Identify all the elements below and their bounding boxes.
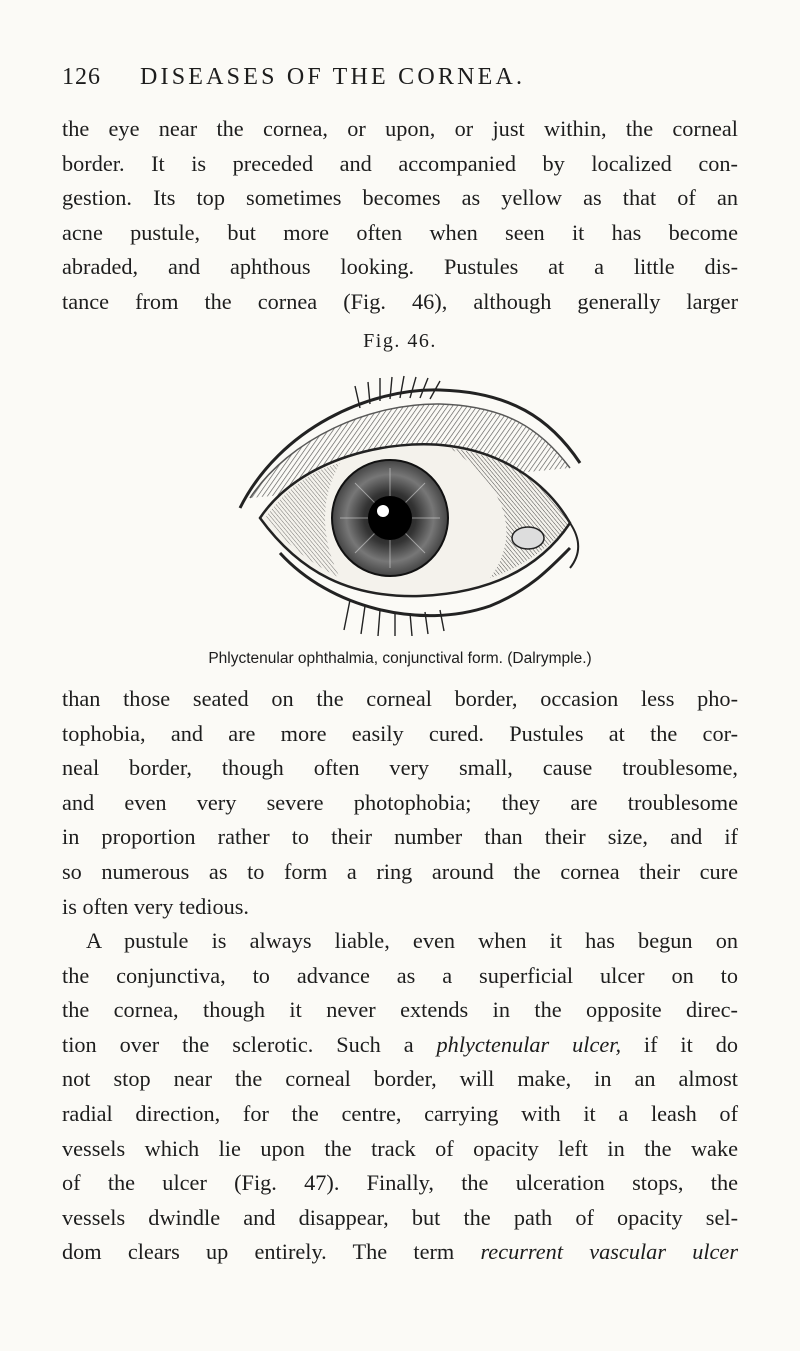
paragraph-2: [62, 682, 738, 924]
figure-label: Fig. 46.: [363, 330, 437, 352]
text-line: tophobia, and are more easily cured. Pustules at the cor-: [62, 720, 738, 746]
text-line: border. It is preceded and accompanied by localized con-: [62, 150, 738, 176]
text-line: than those seated on the corneal border, occasion less pho-: [62, 686, 738, 711]
text-line: the eye near the cornea, or upon, or just within, the corneal: [62, 116, 738, 141]
text-line: of the ulcer (Fig. 47). Finally, the ulceration stops, the: [62, 1170, 738, 1196]
text-line: the cornea, though it never extends in the opposite direc-: [62, 997, 738, 1023]
italic-term: phlyctenular ulcer,: [436, 1031, 622, 1057]
text-line: is often very tedious.: [62, 893, 250, 919]
text-line: neal border, though often very small, cause troublesome,: [62, 755, 738, 781]
text-line: [62, 1235, 738, 1270]
text-line: so numerous as to form a ring around the cornea their cure: [62, 858, 738, 884]
figure-caption: Phlyctenular ophthalmia, conjunctival form. (Dalrymple.): [208, 650, 592, 667]
text-segment: Such a: [336, 1031, 437, 1057]
paragraph-1: [62, 112, 738, 320]
text-line: vessels dwindle and disappear, but the path of opacity sel-: [62, 1204, 738, 1230]
text-line: tance from the cornea (Fig. 46), although generally larger: [62, 288, 738, 314]
text-segment: tion over the sclerotic.: [62, 1031, 314, 1057]
text-line: in proportion rather to their number than their size, and if: [62, 824, 738, 850]
text-segment: dom clears up entirely. The term: [62, 1239, 481, 1265]
text-line: gestion. Its top sometimes becomes as yellow as that of an: [62, 185, 738, 211]
page-number: 126: [62, 64, 101, 90]
text-line: acne pustule, but more often when seen it has become: [62, 219, 738, 245]
text-segment: if it do: [621, 1031, 739, 1057]
italic-term: recurrent vascular ulcer: [480, 1239, 739, 1265]
eye-illustration: [220, 368, 620, 640]
text-line: A pustule is always liable, even when it has begun on: [86, 928, 738, 953]
paragraph-3: [62, 924, 738, 1270]
text-line: not stop near the corneal border, will make, in an almost: [62, 1066, 738, 1092]
text-line: radial direction, for the centre, carrying with it a leash of: [62, 1100, 738, 1126]
text-line: vessels which lie upon the track of opacity left in the wake: [62, 1135, 738, 1161]
text-line: the conjunctiva, to advance as a superficial ulcer on to: [62, 962, 738, 988]
text-line: and even very severe photophobia; they are troublesome: [62, 789, 738, 815]
text-line: abraded, and aphthous looking. Pustules at a little dis-: [62, 254, 738, 280]
running-title: DISEASES OF THE CORNEA.: [140, 64, 526, 90]
text-line: [62, 1028, 738, 1063]
running-head: [62, 64, 740, 91]
